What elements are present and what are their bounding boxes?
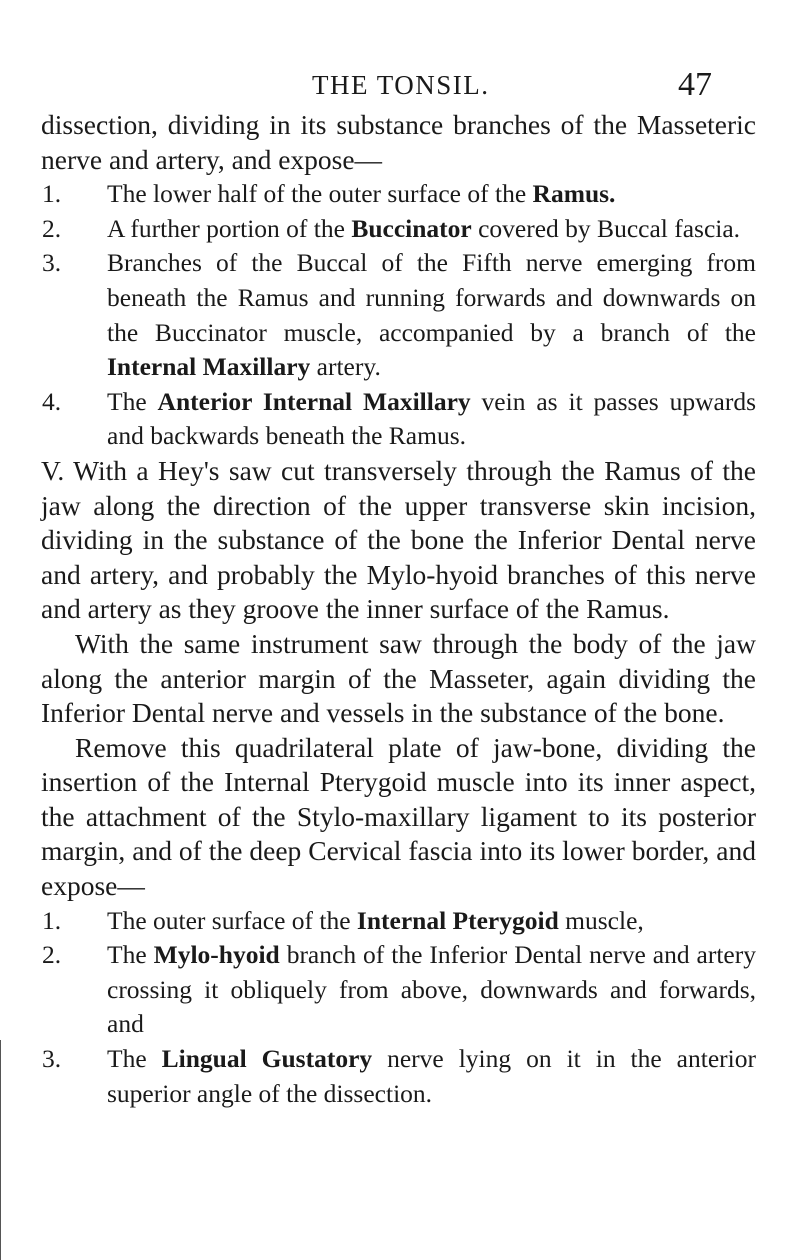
list-item-number: 1. bbox=[42, 179, 62, 209]
list-item bbox=[0, 246, 756, 384]
paragraph-remove-plate: Remove this quadrilateral plate of jaw-bone, dividing the insertion of the Internal Pterygoid muscle into its inner aspect, the attachment of the Stylo-maxillary ligament to its posterior margin, and of the deep Cervical fascia into its lower border, and expose— bbox=[41, 731, 756, 902]
running-head: THE TONSIL. bbox=[312, 70, 490, 100]
list-item bbox=[0, 904, 756, 939]
list-item bbox=[0, 177, 756, 212]
list-item-number: 2. bbox=[42, 213, 62, 243]
paragraph-section-v: V. With a Hey's saw cut transversely through the Ramus of the jaw along the direction of the upper transverse skin incision, dividing in the substance of the bone the Inferior Dental nerve and artery, and probably the Mylo-hyoid branches of this nerve and artery as they groove the inner surface of the Ramus. bbox=[41, 454, 756, 625]
list-item bbox=[0, 1042, 756, 1111]
list-item-number: 2. bbox=[42, 940, 62, 970]
list-item-text: A further portion of the Buccinator covered by Buccal fascia. bbox=[107, 213, 741, 243]
paragraph-saw-body: With the same instrument saw through the body of the jaw along the anterior margin of the Masseter, again dividing the Inferior Dental nerve and vessels in the substance of the bone. bbox=[41, 627, 756, 729]
page-number: 47 bbox=[678, 66, 712, 103]
list-item bbox=[0, 938, 756, 1042]
list-item-text: The lower half of the outer surface of the Ramus. bbox=[107, 179, 616, 209]
list-item-text: The Anterior Internal Maxillary vein as it passes upwards and backwards beneath the Ramus. bbox=[107, 386, 756, 451]
list-item-text: The outer surface of the Internal Pterygoid muscle, bbox=[107, 905, 644, 935]
list-exposed-structures-1 bbox=[0, 177, 801, 454]
list-item-text: Branches of the Buccal of the Fifth nerve emerging from beneath the Ramus and running forwards and downwards on the Buccinator muscle, accompanied by a branch of the Internal Maxillary artery. bbox=[107, 248, 756, 382]
list-item-text: The Lingual Gustatory nerve lying on it in the anterior superior angle of the dissection. bbox=[107, 1044, 756, 1108]
list-item bbox=[0, 212, 756, 247]
list-exposed-structures-2 bbox=[0, 904, 801, 1112]
list-item-text: The Mylo-hyoid branch of the Inferior Dental nerve and artery crossing it obliquely from above, downwards and forwards, and bbox=[107, 940, 756, 1039]
list-item-number: 1. bbox=[42, 905, 62, 935]
list-item-number: 3. bbox=[42, 248, 62, 278]
list-item-number: 3. bbox=[42, 1044, 62, 1074]
page-edge-line bbox=[0, 1040, 1, 1260]
list-item bbox=[0, 385, 756, 454]
paragraph-intro: dissection, dividing in its substance branches of the Masseteric nerve and artery, and expose— bbox=[41, 109, 756, 175]
page-body bbox=[0, 108, 801, 1111]
list-item-number: 4. bbox=[42, 386, 62, 416]
page-header bbox=[0, 66, 801, 106]
